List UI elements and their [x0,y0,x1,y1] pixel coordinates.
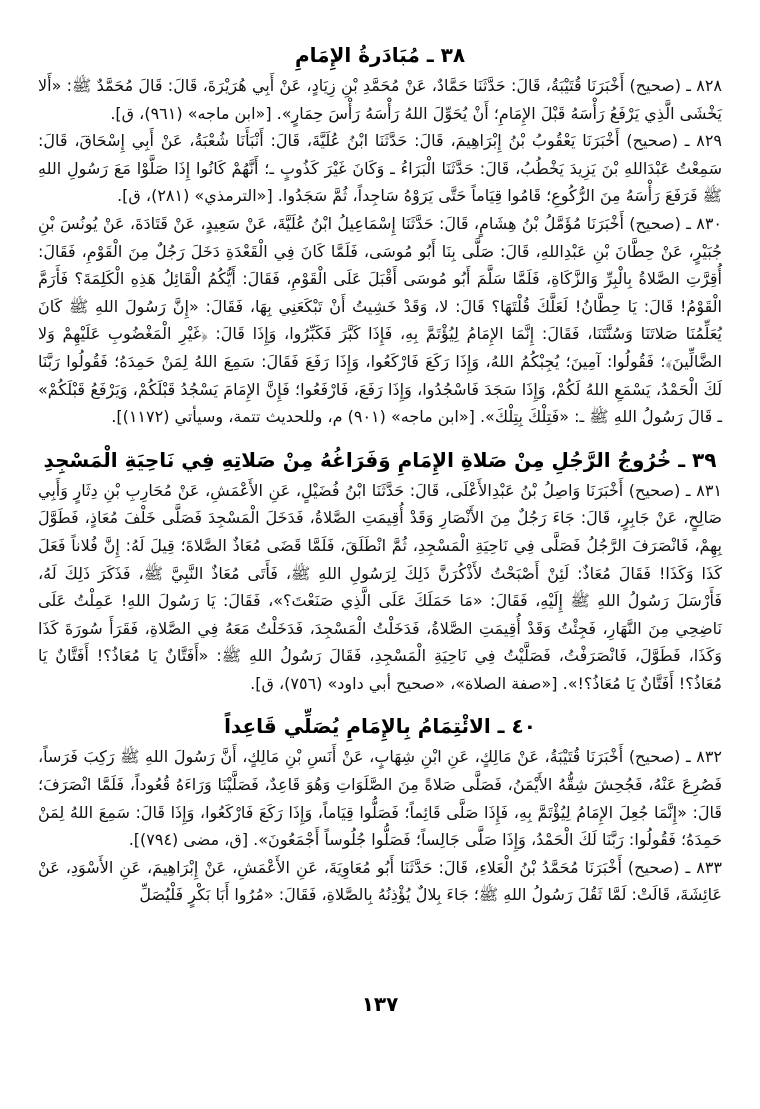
chapter-title-40: ٤٠ ـ الائْتِمَامُ بِالإِمَامِ يُصَلِّي قَاعِداً [224,714,536,739]
hadith-833: ٨٣٣ ـ (صحيح) أَخْبَرَنَا مُحَمَّدُ بْنُ الْعَلاءِ، قَالَ: حَدَّثَنَا أَبُو مُعَاوِيَةَ، عَنِ الأَعْمَشِ، عَنْ إِبْرَاهِيمَ، عَنِ الأَسْوَدِ، عَنْ عَائِشَةَ، قَالَتْ: لَمَّا ثَقُلَ رَسُولُ اللهِ ﷺ؛ جَاءَ بِلالٌ يُؤْذِنُهُ بِالصَّلاةِ، فَقَالَ: «مُرُوا أَبَا بَكْرٍ فَلْيُصَلِّ [38,857,722,905]
book-page [38,32,722,1092]
hadith-829: ٨٢٩ ـ (صحيح) أَخْبَرَنَا يَعْقُوبُ بْنُ إِبْرَاهِيمَ، قَالَ: حَدَّثَنَا ابْنُ عُلَيَّةَ، قَالَ: أَنْبَأَنَا شُعْبَةُ، عَنْ أَبِي إِسْحَاقَ، قَالَ: سَمِعْتُ عَبْدَاللهِ بْنَ يَزِيدَ يَخْطُبُ، قَالَ: حَدَّثَنَا الْبَرَاءُ ـ وَكَانَ غَيْرَ كَذُوبٍ ـ؛ أَنَّهُمْ كَانُوا إِذَا صَلَّوْا مَعَ رَسُولِ اللهِ ﷺ فَرَفَعَ رَأْسَهُ مِنَ الرُّكُوعِ؛ قَامُوا قِيَاماً حَتَّى يَرَوْهُ سَاجِداً، ثُمَّ سَجَدُوا. [«الترمذي» (٢٨١)، ق]. [38,131,722,206]
page-number: ١٣٧ [361,992,399,1016]
hadith-831: ٨٣١ ـ (صحيح) أَخْبَرَنَا وَاصِلُ بْنُ عَبْدِالأَعْلَى، قَالَ: حَدَّثَنَا ابْنُ فُضَيْلٍ، عَنِ الأَعْمَشِ، عَنْ مُحَارِبِ بْنِ دِثَارٍ وَأَبِي صَالِحٍ، عَنْ جَابِرٍ، قَالَ: جَاءَ رَجُلٌ مِنَ الأَنْصَارِ وَقَدْ أُقِيمَتِ الصَّلاةُ، فَدَخَلَ الْمَسْجِدَ فَصَلَّى خَلْفَ مُعَاذٍ، فَطَوَّلَ بِهِمْ، فَانْصَرَفَ الرَّجُلُ فَصَلَّى فِي نَاحِيَةِ الْمَسْجِدِ، ثُمَّ انْطَلَقَ، فَلَمَّا قَضَى مُعَاذٌ الصَّلاةَ؛ قِيلَ لَهُ: إِنَّ فُلاناً فَعَلَ كَذَا وَكَذَا! فَقَالَ مُعَاذٌ: لَئِنْ أَصْبَحْتُ لأَذْكُرَنَّ ذَلِكَ لِرَسُولِ اللهِ ﷺ، فَأَتَى مُعَاذٌ النَّبِيَّ ﷺ، فَذَكَرَ ذَلِكَ لَهُ، فَأَرْسَلَ رَسُولُ اللهِ ﷺ إِلَيْهِ، فَقَالَ: «مَا حَمَلَكَ عَلَى الَّذِي صَنَعْتَ؟»، فَقَالَ: يَا رَسُولَ اللهِ! عَمِلْتُ عَلَى نَاضِحِي مِنَ النَّهَارِ، فَجِئْتُ وَقَدْ أُقِيمَتِ الصَّلاةُ، فَدَخَلْتُ الْمَسْجِدَ، فَدَخَلْتُ مَعَهُ فِي الصَّلاةِ، فَقَرَأَ سُورَةَ كَذَا وَكَذَا، فَطَوَّلَ، فَانْصَرَفْتُ، فَصَلَّيْتُ فِي نَاحِيَةِ الْمَسْجِدِ، فَقَالَ رَسُولُ اللهِ ﷺ: «أَفَتَّانٌ يَا مُعَاذُ؟! أَفَتَّانٌ يَا مُعَاذُ؟! أَفَتَّانٌ يَا مُعَاذُ؟!». [«صفة الصلاة»، «صحيح أبي داود» (٧٥٦)، ق]. [38,480,722,693]
hadith-828: ٨٢٨ ـ (صحيح) أَخْبَرَنَا قُتَيْبَةُ، قَالَ: حَدَّثَنَا حَمَّادٌ، عَنْ مُحَمَّدِ بْنِ زِيَادٍ، عَنْ أَبِي هُرَيْرَةَ، قَالَ: قَالَ مُحَمَّدٌ ﷺ: «أَلا يَخْشَى الَّذِي يَرْفَعُ رَأْسَهُ قَبْلَ الإِمَامِ؛ أَنْ يُحَوِّلَ اللهُ رَأْسَهُ رَأْسَ حِمَارٍ». [«ابن ماجه» (٩٦١)، ق]. [38,76,722,123]
chapter-title-39: ٣٩ ـ خُرُوجُ الرَّجُلِ مِنْ صَلاةِ الإِمَامِ وَفَرَاغُهُ مِنْ صَلاتِهِ فِي نَاحِيَةِ الْمَسْجِدِ [43,447,717,472]
hadith-832: ٨٣٢ ـ (صحيح) أَخْبَرَنَا قُتَيْبَةُ، عَنْ مَالِكٍ، عَنِ ابْنِ شِهَابٍ، عَنْ أَنَسِ بْنِ مَالِكٍ، أَنَّ رَسُولَ اللهِ ﷺ رَكِبَ فَرَساً، فَصُرِعَ عَنْهُ، فَجُحِشَ شِقُّهُ الأَيْمَنُ، فَصَلَّى صَلاةً مِنَ الصَّلَوَاتِ وَهُوَ قَاعِدٌ، فَصَلَّيْنَا وَرَاءَهُ قُعُوداً، فَلَمَّا انْصَرَفَ؛ قَالَ: «إِنَّمَا جُعِلَ الإِمَامُ لِيُؤْتَمَّ بِهِ، فَإِذَا صَلَّى قَائِماً؛ فَصَلُّوا قِيَاماً، وَإِذَا رَكَعَ فَارْكَعُوا، وَإِذَا قَالَ: سَمِعَ اللهُ لِمَنْ حَمِدَهُ؛ فَقُولُوا: رَبَّنَا لَكَ الْحَمْدُ، وَإِذَا صَلَّى جَالِساً؛ فَصَلُّوا جُلُوساً أَجْمَعُونَ». [ق، مضى (٧٩٤)]. [38,747,722,850]
hadith-830: ٨٣٠ ـ (صحيح) أَخْبَرَنَا مُؤَمَّلُ بْنُ هِشَامٍ، قَالَ: حَدَّثَنَا إِسْمَاعِيلُ ابْنُ عُلَيَّةَ، عَنْ سَعِيدٍ، عَنْ قَتَادَةَ، عَنْ يُونُسَ بْنِ جُبَيْرٍ، عَنْ حِطَّانَ بْنِ عَبْدِاللهِ، قَالَ: صَلَّى بِنَا أَبُو مُوسَى، فَلَمَّا كَانَ فِي الْقَعْدَةِ دَخَلَ رَجُلٌ مِنَ الْقَوْمِ، فَقَالَ: أُقِرَّتِ الصَّلاةُ بِالْبِرِّ وَالزَّكَاةِ، فَلَمَّا سَلَّمَ أَبُو مُوسَى أَقْبَلَ عَلَى الْقَوْمِ، فَقَالَ: أَيُّكُمُ الْقَائِلُ هَذِهِ الْكَلِمَةَ؟ فَأَرَمَّ الْقَوْمُ! قَالَ: يَا حِطَّانُ! لَعَلَّكَ قُلْتَهَا؟ قَالَ: لا، وَقَدْ خَشِيتُ أَنْ تَبْكَعَنِي بِهَا، فَقَالَ: «إِنَّ رَسُولَ اللهِ ﷺ كَانَ يُعَلِّمُنَا صَلاتَنَا وَسُنَّتَنَا، فَقَالَ: إِنَّمَا الإِمَامُ لِيُؤْتَمَّ بِهِ، فَإِذَا كَبَّرَ فَكَبِّرُوا، وَإِذَا قَالَ: ﴿غَيْرِ الْمَغْضُوبِ عَلَيْهِمْ وَلا الضَّالِّينَ﴾؛ فَقُولُوا: آمِينَ؛ يُجِبْكُمُ اللهُ، وَإِذَا رَكَعَ فَارْكَعُوا، وَإِذَا رَفَعَ فَقَالَ: سَمِعَ اللهُ لِمَنْ حَمِدَهُ؛ فَقُولُوا رَبَّنَا لَكَ الْحَمْدُ، يَسْمَعِ اللهُ لَكُمْ، وَإِذَا سَجَدَ فَاسْجُدُوا، وَإِذَا رَفَعَ، فَارْفَعُوا؛ فَإِنَّ الإِمَامَ يَسْجُدُ قَبْلَكُمْ، وَيَرْفَعُ قَبْلَكُمْ» ـ قَالَ رَسُولُ اللهِ ﷺ ـ: «فَتِلْكَ بِتِلْكَ». [«ابن ماجه» (٩٠١) م، وللحديث تتمة، وسيأتي (١١٧٢)]. [38,213,722,427]
chapter-title-38: ٣٨ ـ مُبَادَرةُ الإِمَامِ [294,43,466,67]
